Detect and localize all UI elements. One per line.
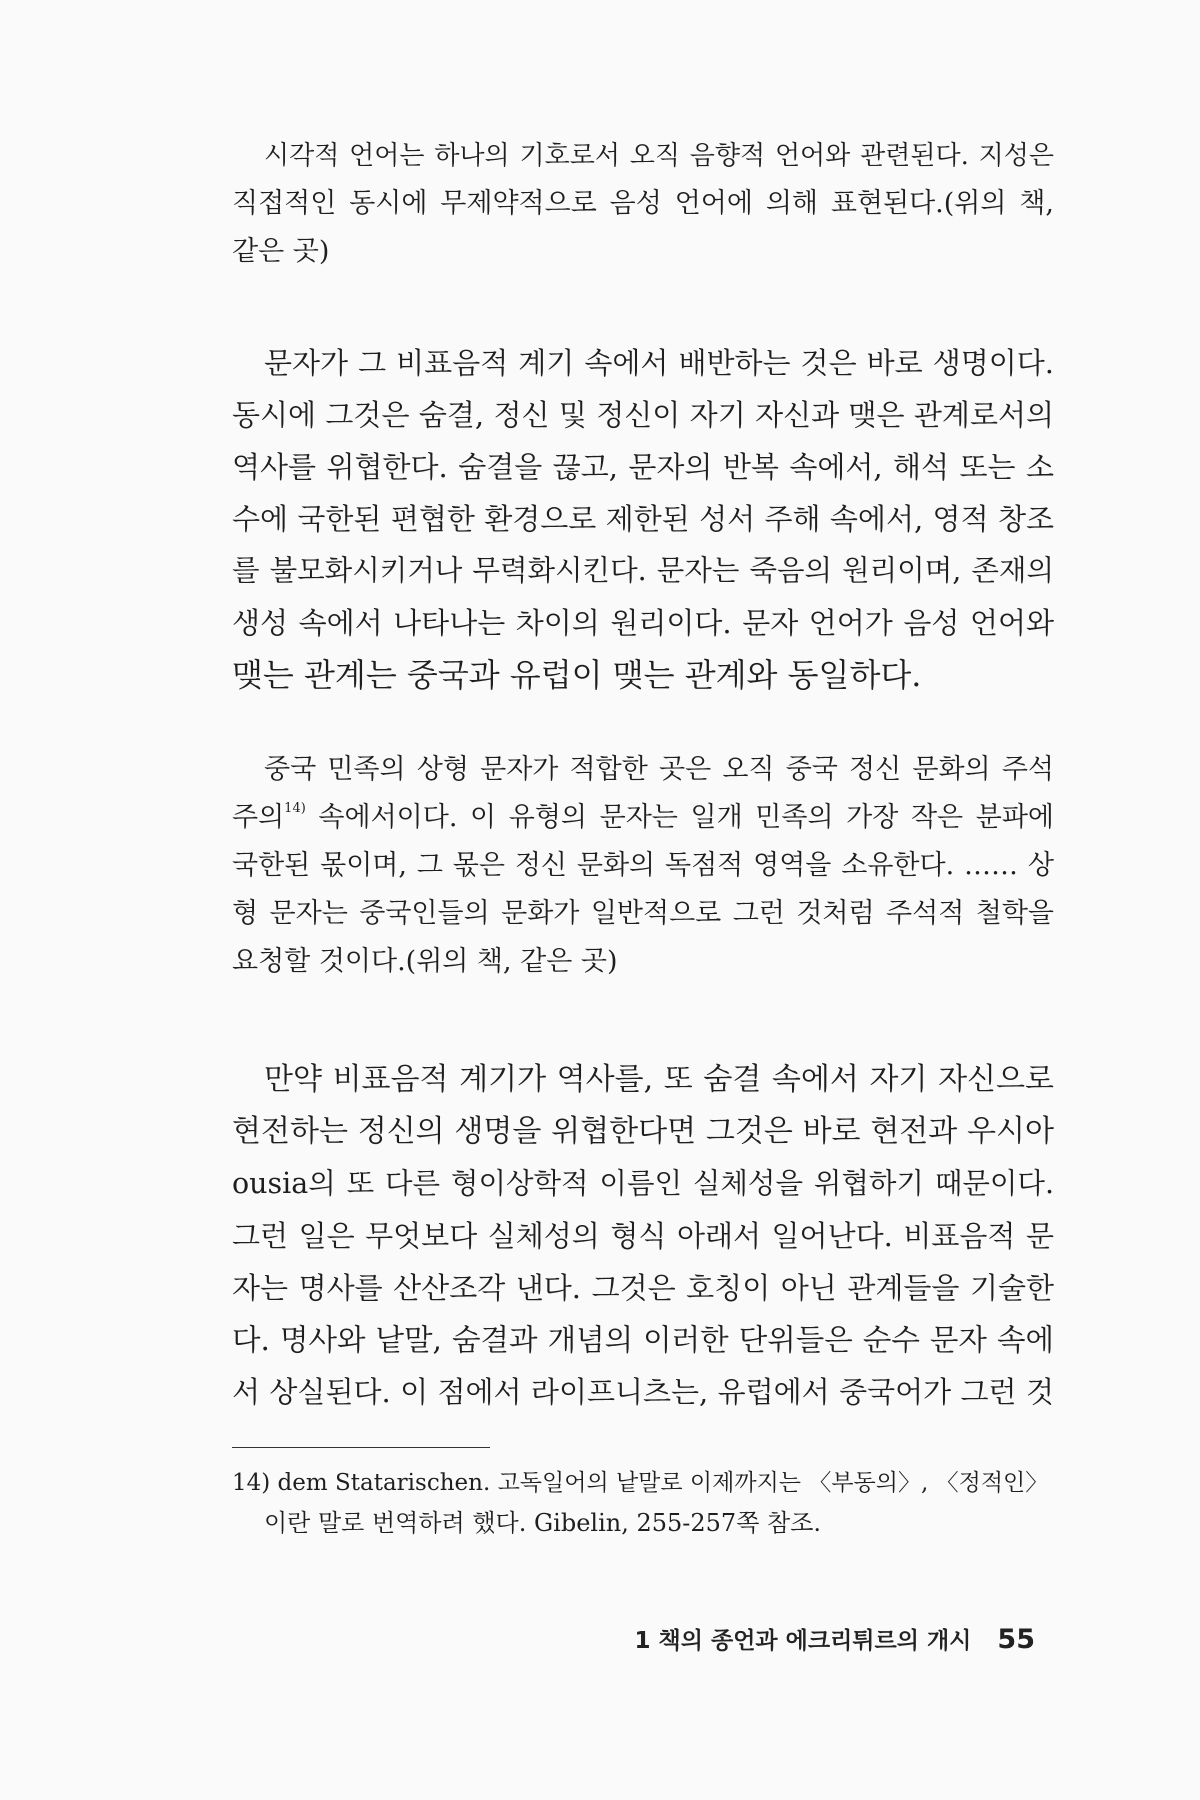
running-footer: [635, 1622, 1035, 1655]
body-line: 자는 명사를 산산조각 낸다. 그것은 호칭이 아닌 관계들을 기술한: [232, 1271, 1054, 1305]
body-line: 를 불모화시키거나 무력화시킨다. 문자는 죽음의 원리이며, 존재의: [232, 554, 1054, 587]
block-quote-2: [232, 746, 1054, 986]
body-line: 문자가 그 비표음적 계기 속에서 배반하는 것은 바로 생명이다.: [264, 346, 1054, 380]
block-quote-1: [232, 132, 1054, 276]
body-line: 만약 비표음적 계기가 역사를, 또 숨결 속에서 자기 자신으로: [264, 1062, 1054, 1097]
quote-line: 형 문자는 중국인들의 문화가 일반적으로 그런 것처럼 주석적 철학을: [232, 898, 1054, 929]
body-line: 생성 속에서 나타나는 차이의 원리이다. 문자 언어가 음성 언어와: [232, 606, 1054, 640]
body-paragraph-1: [232, 337, 1054, 701]
quote-line: 시각적 언어는 하나의 기호로서 오직 음향적 언어와 관련된다. 지성은: [264, 141, 1054, 171]
quote-line: [232, 794, 1054, 842]
body-line: 그런 일은 무엇보다 실체성의 형식 아래서 일어난다. 비표음적 문: [232, 1219, 1054, 1253]
quote-line: 국한된 몫이며, 그 몫은 정신 문화의 독점적 영역을 소유한다. …… 상: [232, 850, 1054, 881]
body-line: 맺는 관계는 중국과 유럽이 맺는 관계와 동일하다.: [232, 656, 922, 694]
chapter-title: 1 책의 종언과 에크리튀르의 개시: [634, 1628, 972, 1654]
quote-line: 요청할 것이다.(위의 책, 같은 곳): [232, 946, 618, 977]
footnote-line: 14) dem Statarischen. 고독일어의 낱말로 이제까지는 〈부동의〉, 〈정적인〉: [232, 1470, 1049, 1496]
quote-text: 속에서이다. 이 유형의 문자는 일개 민족의 가장 작은 분파에: [305, 802, 1054, 833]
body-line: ousia의 또 다른 형이상학적 이름인 실체성을 위협하기 때문이다.: [232, 1167, 1054, 1200]
body-paragraph-2: [232, 1054, 1054, 1418]
page-number: 55: [997, 1624, 1035, 1655]
footnote-ref-14: 14): [284, 801, 306, 816]
body-line: 서 상실된다. 이 점에서 라이프니츠는, 유럽에서 중국어가 그런 것: [232, 1375, 1054, 1409]
quote-text: 주의: [232, 802, 285, 833]
footnote-line: 이란 말로 번역하려 했다. Gibelin, 255-257쪽 참조.: [264, 1509, 822, 1537]
body-line: 역사를 위협한다. 숨결을 끊고, 문자의 반복 속에서, 해석 또는 소: [232, 450, 1054, 484]
body-line: 다. 명사와 낱말, 숨결과 개념의 이러한 단위들은 순수 문자 속에: [232, 1323, 1054, 1357]
body-line: 동시에 그것은 숨결, 정신 및 정신이 자기 자신과 맺은 관계로서의: [232, 398, 1054, 432]
quote-line: 중국 민족의 상형 문자가 적합한 곳은 오직 중국 정신 문화의 주석: [264, 754, 1054, 785]
body-line: 수에 국한된 편협한 환경으로 제한된 성서 주해 속에서, 영적 창조: [232, 502, 1054, 536]
footnote-14: [232, 1463, 1054, 1543]
quote-line: 같은 곳): [232, 236, 330, 267]
body-line: 현전하는 정신의 생명을 위협한다면 그것은 바로 현전과 우시아: [232, 1114, 1054, 1149]
quote-line: 직접적인 동시에 무제약적으로 음성 언어에 의해 표현된다.(위의 책,: [232, 188, 1054, 219]
footnote-divider: [232, 1447, 490, 1448]
